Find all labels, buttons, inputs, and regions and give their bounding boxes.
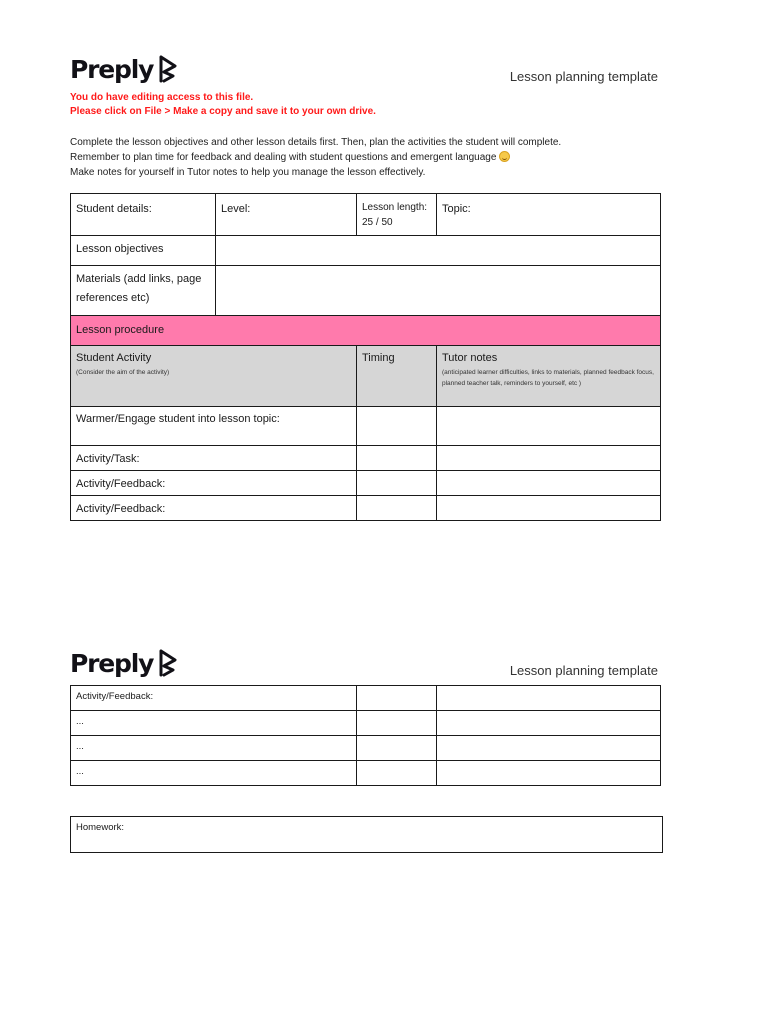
activity-cell[interactable] — [71, 736, 357, 761]
preply-logo — [70, 54, 181, 84]
tutor-notes-cell[interactable] — [437, 407, 661, 446]
materials-label-1: Materials (add links, page — [76, 273, 202, 285]
continuation-table — [70, 685, 661, 786]
homework-cell[interactable] — [71, 817, 663, 853]
table-row — [71, 407, 661, 446]
activity-cell[interactable] — [71, 446, 357, 471]
tutor-notes-cell[interactable] — [437, 761, 661, 786]
instructions — [70, 135, 561, 180]
tutor-notes-cell[interactable] — [437, 736, 661, 761]
materials-label-2: references etc) — [76, 292, 150, 304]
lesson-length-cell[interactable] — [357, 194, 437, 236]
table-row — [71, 496, 661, 521]
activity-label: Activity/Task: — [76, 453, 140, 465]
procedure-label: Lesson procedure — [76, 324, 165, 336]
level-cell[interactable] — [216, 194, 357, 236]
timing-cell[interactable] — [357, 446, 437, 471]
instruction-line-2: Remember to plan time for feedback and dealing with student questions and emergent language — [70, 152, 497, 163]
materials-input-cell[interactable] — [216, 266, 661, 316]
homework-table — [70, 816, 663, 853]
activity-label: ... — [76, 716, 84, 727]
activity-cell[interactable] — [71, 471, 357, 496]
activity-cell[interactable] — [71, 496, 357, 521]
tutor-notes-cell[interactable] — [437, 446, 661, 471]
objectives-label-cell — [71, 236, 216, 266]
level-label: Level: — [221, 203, 251, 215]
timing-cell[interactable] — [357, 471, 437, 496]
student-activity-note: (Consider the aim of the activity) — [76, 369, 170, 376]
page-title: Lesson planning template — [509, 69, 658, 84]
timing-cell[interactable] — [357, 736, 437, 761]
materials-label-cell — [71, 266, 216, 316]
tutor-notes-cell[interactable] — [437, 496, 661, 521]
table-row — [71, 686, 661, 711]
timing-cell[interactable] — [357, 711, 437, 736]
table-row — [71, 446, 661, 471]
homework-label: Homework: — [76, 822, 125, 833]
topic-label: Topic: — [442, 203, 471, 215]
tutor-notes-note: (anticipated learner difficulties, links to materials, planned feedback focus, planned teacher talk, reminders to yourself, etc ) — [442, 369, 654, 387]
lesson-length-label: Lesson length: — [362, 202, 428, 213]
student-activity-header — [71, 346, 357, 407]
activity-cell[interactable] — [71, 761, 357, 786]
logo-wordmark-page-2: Preply — [70, 648, 154, 678]
preply-logo-page-2 — [70, 648, 181, 678]
student-details-label: Student details: — [76, 203, 152, 215]
timing-cell[interactable] — [357, 686, 437, 711]
activity-label: Activity/Feedback: — [76, 478, 166, 490]
warning-line-2: Please click on File > Make a copy and save it to your own drive. — [70, 106, 376, 117]
tutor-notes-cell[interactable] — [437, 686, 661, 711]
instruction-line-3: Make notes for yourself in Tutor notes to help you manage the lesson effectively. — [70, 167, 426, 178]
preply-mark-icon — [155, 648, 181, 678]
tutor-notes-header — [437, 346, 661, 407]
timing-cell[interactable] — [357, 761, 437, 786]
activity-cell[interactable] — [71, 686, 357, 711]
activity-cell[interactable] — [71, 407, 357, 446]
table-row — [71, 761, 661, 786]
student-details-cell[interactable] — [71, 194, 216, 236]
objectives-label: Lesson objectives — [76, 243, 164, 255]
timing-header — [357, 346, 437, 407]
lesson-plan-table — [70, 193, 661, 521]
objectives-input-cell[interactable] — [216, 236, 661, 266]
activity-label: Activity/Feedback: — [76, 503, 166, 515]
preply-mark-icon — [155, 54, 181, 84]
student-activity-label: Student Activity — [76, 352, 152, 364]
timing-label: Timing — [362, 352, 395, 364]
lesson-length-value: 25 / 50 — [362, 217, 393, 228]
page-title-2: Lesson planning template — [509, 663, 658, 678]
instruction-line-2-wrap — [70, 150, 561, 165]
tutor-notes-cell[interactable] — [437, 471, 661, 496]
activity-label: Activity/Feedback: — [76, 691, 154, 702]
warning-line-1: You do have editing access to this file. — [70, 92, 254, 103]
timing-cell[interactable] — [357, 407, 437, 446]
table-row — [71, 736, 661, 761]
activity-cell[interactable] — [71, 711, 357, 736]
logo-wordmark: Preply — [70, 54, 154, 84]
procedure-band — [71, 316, 661, 346]
activity-label: Warmer/Engage student into lesson topic: — [76, 413, 280, 425]
topic-cell[interactable] — [437, 194, 661, 236]
editing-warning — [70, 91, 376, 119]
tutor-notes-label: Tutor notes — [442, 352, 498, 364]
timing-cell[interactable] — [357, 496, 437, 521]
table-row — [71, 471, 661, 496]
activity-label: ... — [76, 741, 84, 752]
instruction-line-1: Complete the lesson objectives and other lesson details first. Then, plan the activities the student will complete. — [70, 137, 562, 148]
smile-emoji-icon — [499, 151, 510, 162]
table-row — [71, 711, 661, 736]
tutor-notes-cell[interactable] — [437, 711, 661, 736]
activity-label: ... — [76, 766, 84, 777]
